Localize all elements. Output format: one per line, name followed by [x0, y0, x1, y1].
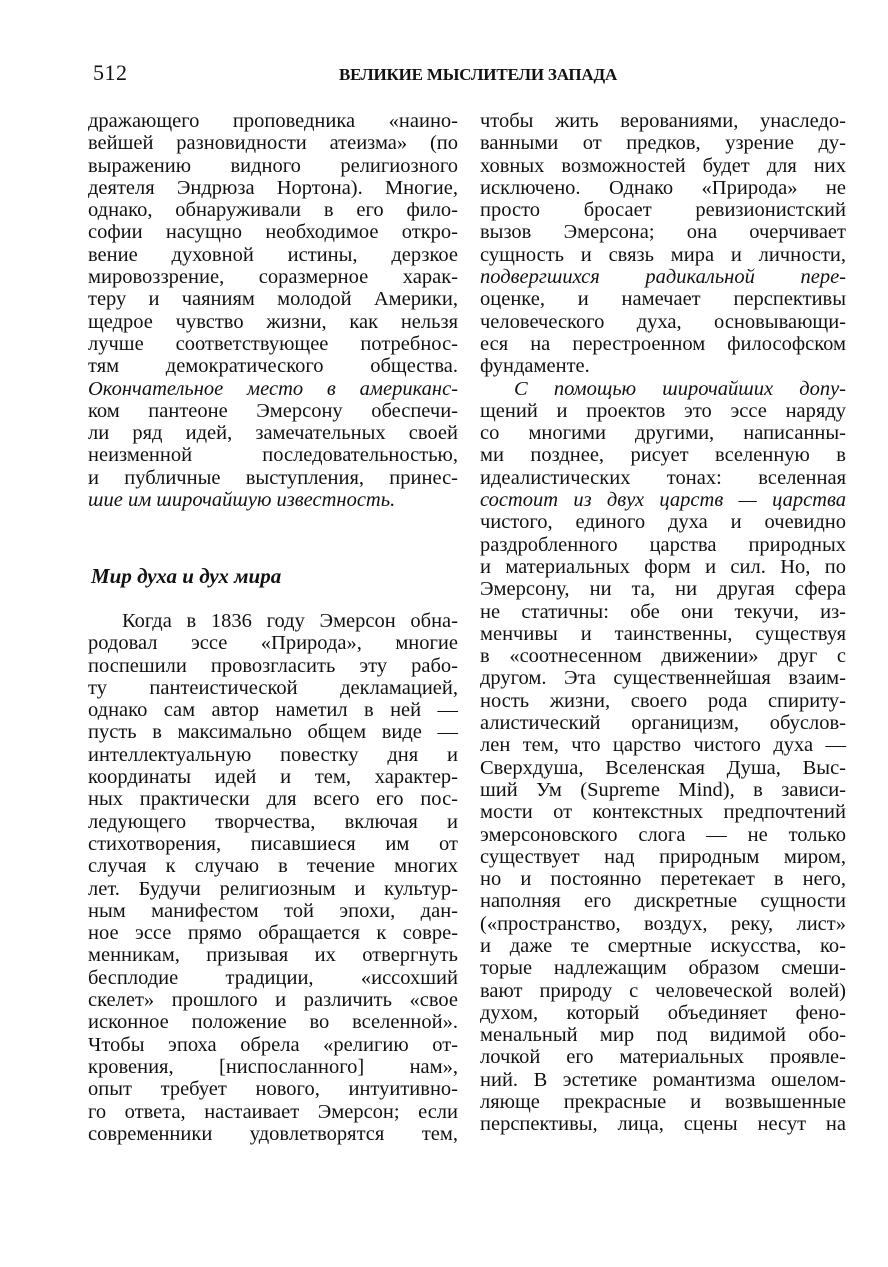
text-line: фундаменте. [480, 355, 590, 378]
text-line: шие им широчайшую известность. [88, 489, 396, 512]
running-title: ВЕЛИКИЕ МЫСЛИТЕЛИ ЗАПАДА [338, 65, 618, 84]
text-line: в «соотнесенном движении» друг с [480, 645, 846, 668]
left-column-top [88, 110, 458, 511]
text-line: эмерсоновского слога — не только [480, 823, 846, 846]
text-line: идеалистических тонах: вселенная [480, 466, 846, 489]
text-line: («пространство, воздух, реку, лист» [480, 912, 846, 935]
text-line: менальный мир под видимой обо- [480, 1024, 846, 1047]
text-line: скелет» прошлого и различить «свое [88, 989, 458, 1012]
text-line: бесплодие традиции, «иссохший [88, 966, 458, 989]
text-line: ший Ум (Supreme Mind), в зависи- [480, 778, 846, 801]
text-line: другом. Эта существеннейшая взаим- [480, 667, 846, 690]
text-line: исконное положение во вселенной». [88, 1011, 458, 1034]
text-line: однако, обнаруживали в его фило- [88, 199, 458, 222]
text-line: ледующего творчества, включая и [88, 810, 458, 833]
text-line: существует над природным миром, [480, 845, 846, 868]
text-line: ляюще прекрасные и возвышенные [480, 1091, 846, 1114]
text-line: подвергшихся радикальной пере- [480, 266, 846, 289]
text-line: выражению видного религиозного [88, 154, 458, 177]
text-line: ний. В эстетике романтизма ошелом- [480, 1068, 846, 1091]
text-line: неизменной последовательностью, [88, 444, 458, 467]
text-line: тям демократического общества. [88, 355, 458, 378]
text-line: просто бросает ревизионистский [480, 199, 846, 222]
text-line: торые надлежащим образом смеши- [480, 957, 846, 980]
text-line: ванными от предков, узрение ду- [480, 132, 846, 155]
text-line: Чтобы эпоха обрела «религию от- [88, 1033, 458, 1056]
text-line: С помощью широчайших допу- [514, 377, 846, 400]
text-line: деятеля Эндрюза Нортона). Многие, [88, 176, 458, 199]
text-line: лен тем, что царство чистого духа — [480, 734, 846, 757]
text-line: координаты идей и тем, характер- [88, 766, 458, 789]
text-line: ком пантеоне Эмерсону обеспечи- [88, 399, 458, 422]
text-line: кровения, [ниспосланного] нам», [88, 1055, 458, 1078]
text-line: со многими другими, написанны- [480, 422, 846, 445]
text-line: духом, который объединяет фено- [480, 1001, 846, 1024]
text-line: вызов Эмерсона; она очерчивает [480, 221, 846, 244]
text-line: Сверхдуша, Вселенская Душа, Выс- [480, 756, 846, 779]
text-line: ли ряд идей, замечательных своей [88, 422, 458, 445]
text-line: наполняя его дискретные сущности [480, 890, 846, 913]
text-line: лочкой его материальных проявле- [480, 1046, 846, 1069]
text-line: мости от контекстных предпочтений [480, 801, 846, 824]
text-line: перспективы, лица, сцены несут на [480, 1113, 846, 1136]
text-line: алистический органицизм, обуслов- [480, 712, 846, 735]
page-number: 512 [93, 60, 128, 85]
text-line: исключено. Однако «Природа» не [480, 176, 846, 199]
text-line: родовал эссе «Природа», многие [88, 632, 458, 655]
text-line: еся на перестроенном философском [480, 332, 846, 355]
text-line: щений и проектов это эссе наряду [480, 399, 846, 422]
text-line: ным манифестом той эпохи, дан- [88, 899, 458, 922]
text-line: не статичны: обе они текучи, из- [480, 600, 846, 623]
right-column [480, 110, 846, 1136]
text-line: и публичные выступления, принес- [88, 466, 458, 489]
text-line: вают природу с человеческой волей) [480, 979, 846, 1002]
text-line: дражающего проповедника «наино- [88, 110, 458, 132]
section-title: Мир духа и дух мира [91, 564, 282, 588]
text-line: поспешили провозгласить эту рабо- [88, 654, 458, 677]
text-line: теру и чаяниям молодой Америки, [88, 288, 458, 311]
text-line: и даже те смертные искусства, ко- [480, 934, 846, 957]
text-line: ность жизни, своего рода спириту- [480, 689, 846, 712]
text-line: Когда в 1836 году Эмерсон обна- [122, 610, 458, 632]
text-line: Эмерсону, ни та, ни другая сфера [480, 578, 846, 601]
text-line: интеллектуальную повестку дня и [88, 743, 458, 766]
text-line: щедрое чувство жизни, как нельзя [88, 310, 458, 333]
text-line: раздробленного царства природных [480, 533, 846, 556]
text-line: ное эссе прямо обращается к совре- [88, 922, 458, 945]
text-line: но и постоянно перетекает в него, [480, 868, 846, 891]
text-line: состоит из двух царств — царства [480, 489, 846, 512]
text-line: менникам, призывая их отвергнуть [88, 944, 458, 967]
text-line: лучше соответствующее потребнос- [88, 332, 458, 355]
text-line: ховных возможностей будет для них [480, 154, 846, 177]
text-line: и материальных форм и сил. Но, по [480, 555, 846, 578]
text-line: современники удовлетворятся тем, [88, 1122, 458, 1145]
text-line: однако сам автор наметил в ней — [88, 699, 458, 722]
text-line: случая к случаю в течение многих [88, 855, 458, 878]
text-line: вение духовной истины, дерзкое [88, 243, 458, 266]
text-line: ту пантеистической декламацией, [88, 676, 458, 699]
text-line: оценке, и намечает перспективы [480, 288, 846, 311]
text-line: го ответа, настаивает Эмерсон; если [88, 1100, 458, 1123]
text-line: вейшей разновидности атеизма» (по [88, 132, 458, 155]
text-line: софии насущно необходимое откро- [88, 221, 458, 244]
text-line: стихотворения, писавшиеся им от [88, 832, 458, 855]
text-line: мировоззрение, соразмерное харак- [88, 266, 458, 289]
text-line: менчивы и таинственны, существуя [480, 622, 846, 645]
text-line: лет. Будучи религиозным и культур- [88, 877, 458, 900]
text-line: сущность и связь мира и личности, [480, 243, 846, 266]
text-line: чистого, единого духа и очевидно [480, 511, 846, 534]
text-line: ми позднее, рисует вселенную в [480, 444, 846, 467]
text-line: ных практически для всего его пос- [88, 788, 458, 811]
text-line: Окончательное место в американс- [88, 377, 458, 400]
text-line: человеческого духа, основывающи- [480, 310, 846, 333]
left-column-bottom [88, 610, 458, 1145]
text-line: чтобы жить верованиями, унаследо- [480, 110, 846, 132]
text-line: опыт требует нового, интуитивно- [88, 1078, 458, 1101]
text-line: пусть в максимально общем виде — [88, 721, 458, 744]
